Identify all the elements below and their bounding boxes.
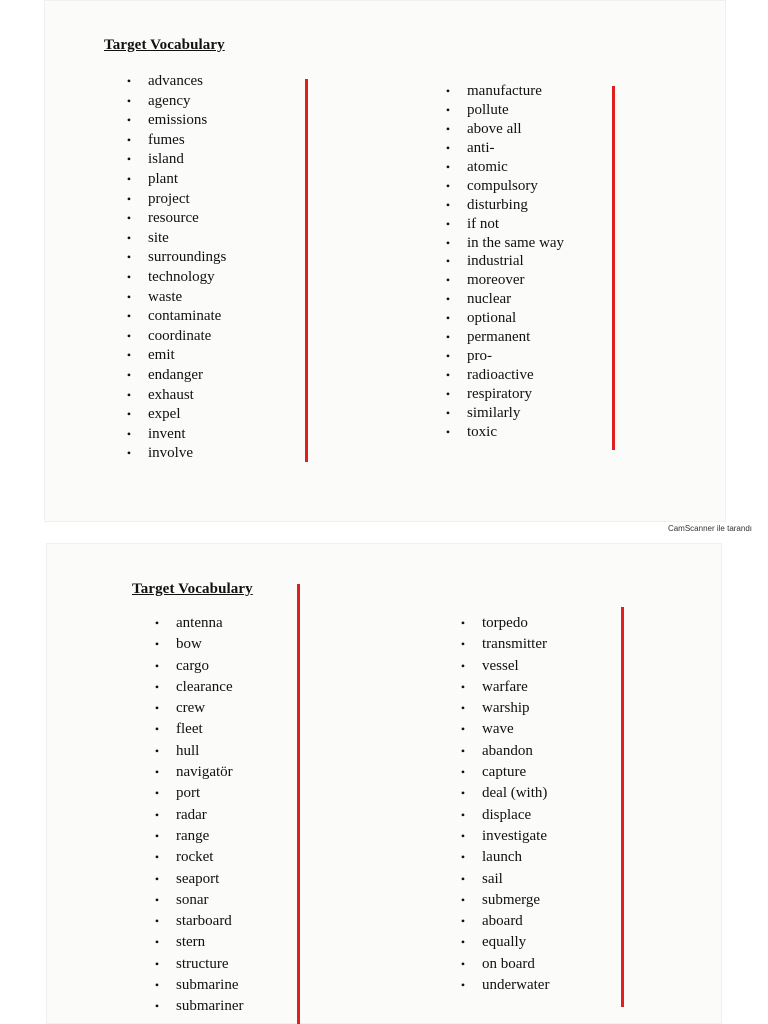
vocab-item [124,229,226,249]
bullet-icon: • [126,387,132,402]
bullet-icon: • [126,152,132,167]
vocab-item [458,741,549,762]
vocab-item [443,385,564,404]
red-divider-line [297,584,300,1024]
bullet-icon: • [154,871,160,886]
bullet-icon: • [460,765,466,780]
bullet-icon: • [126,191,132,206]
vocab-item [124,288,226,308]
vocab-word: contaminate [148,308,222,325]
vocab-word: port [176,785,201,802]
vocab-item [152,847,243,868]
vocab-item [458,890,549,911]
vocab-word: equally [482,934,527,951]
vocab-item [124,307,226,327]
vocab-item [443,158,564,177]
bullet-icon: • [154,807,160,822]
vocab-item [458,634,549,655]
bullet-icon: • [126,269,132,284]
red-divider-line [612,86,615,450]
vocab-word: warship [482,700,530,717]
vocab-item [152,869,243,890]
vocab-word: transmitter [482,636,547,653]
bullet-icon: • [154,978,160,993]
vocab-item [124,366,226,386]
bullet-icon: • [445,159,451,174]
bullet-icon: • [126,348,132,363]
vocab-item [458,826,549,847]
vocab-item [152,656,243,677]
bullet-icon: • [445,254,451,269]
bullet-icon: • [126,309,132,324]
vocab-word: bow [176,636,202,653]
vocab-word: atomic [467,158,508,175]
vocab-word: deal (with) [482,785,548,802]
vocab-item [443,196,564,215]
vocab-word: structure [176,955,229,972]
vocab-word: aboard [482,913,523,930]
vocab-word: disturbing [467,196,528,213]
bullet-icon: • [154,658,160,673]
vocab-word: moreover [467,272,525,289]
bullet-icon: • [126,93,132,108]
vocab-item [124,131,226,151]
vocab-word: in the same way [467,234,565,251]
vocab-item [458,975,549,996]
vocab-item [443,215,564,234]
vocab-item [458,805,549,826]
vocab-word: anti- [467,139,495,156]
vocab-item [443,177,564,196]
vocab-word: compulsory [467,177,538,194]
vocab-word: expel [148,406,181,423]
vocab-item [443,139,564,158]
vocab-item [458,869,549,890]
bullet-icon: • [154,786,160,801]
bullet-icon: • [445,178,451,193]
bullet-icon: • [126,74,132,88]
vocab-word: submerge [482,891,541,908]
vocab-word: cargo [176,657,210,674]
bullet-icon: • [460,679,466,694]
vocab-word: coordinate [148,327,212,344]
vocab-item [443,271,564,290]
vocab-item [458,932,549,953]
vocab-word: antenna [176,615,223,631]
bullet-icon: • [126,289,132,304]
bullet-icon: • [154,679,160,694]
bullet-icon: • [460,616,466,630]
vocab-word: island [148,151,184,168]
bullet-icon: • [154,914,160,929]
vocab-word: torpedo [482,615,528,631]
vocab-list-right [458,613,549,996]
vocab-item [124,444,226,464]
bullet-icon: • [126,211,132,226]
vocab-word: optional [467,310,517,327]
page-title: Target Vocabulary [104,37,225,53]
vocab-word: surroundings [148,249,227,266]
bullet-icon: • [154,999,160,1014]
bullet-icon: • [445,197,451,212]
bullet-icon: • [126,132,132,147]
vocab-word: waste [148,288,183,305]
vocab-item [152,677,243,698]
bullet-icon: • [154,616,160,630]
bullet-icon: • [445,121,451,136]
bullet-icon: • [445,330,451,345]
vocabulary-page-2 [46,543,722,1024]
vocab-word: fumes [148,131,185,148]
vocab-item [443,290,564,309]
vocab-word: sonar [176,891,209,908]
bullet-icon: • [445,102,451,117]
scanner-watermark: CamScanner ile tarandı [667,524,752,533]
bullet-icon: • [154,722,160,737]
vocab-item [124,425,226,445]
bullet-icon: • [445,349,451,364]
vocab-word: rocket [176,849,214,866]
vocab-item [124,111,226,131]
vocab-word: agency [148,92,191,109]
vocab-item [458,911,549,932]
vocab-item [152,975,243,996]
vocab-item [124,209,226,229]
bullet-icon: • [154,765,160,780]
bullet-icon: • [154,892,160,907]
vocab-item [124,170,226,190]
bullet-icon: • [154,850,160,865]
vocab-word: emit [148,347,175,364]
vocab-item [443,252,564,271]
vocab-word: if not [467,215,500,232]
red-divider-line [621,607,624,1007]
bullet-icon: • [445,216,451,231]
vocab-item [458,656,549,677]
vocab-word: starboard [176,913,232,930]
vocab-item [458,783,549,804]
vocab-item [443,234,564,253]
vocab-item [152,911,243,932]
vocab-word: capture [482,764,527,781]
vocab-word: sail [482,870,503,887]
vocab-item [443,423,564,442]
vocab-item [443,101,564,120]
bullet-icon: • [445,405,451,420]
bullet-icon: • [460,828,466,843]
bullet-icon: • [460,701,466,716]
bullet-icon: • [126,426,132,441]
vocab-word: pro- [467,348,492,365]
vocab-word: submariner [176,998,244,1015]
vocab-item [443,82,564,101]
vocab-word: radar [176,806,207,823]
vocab-word: radioactive [467,367,534,384]
bullet-icon: • [126,250,132,265]
bullet-icon: • [154,637,160,652]
vocab-list-right [443,82,564,442]
vocabulary-page-1 [44,0,726,522]
vocab-item [458,762,549,783]
bullet-icon: • [460,892,466,907]
bullet-icon: • [445,387,451,401]
vocab-item [458,954,549,975]
bullet-icon: • [154,828,160,843]
vocab-item [458,847,549,868]
bullet-icon: • [445,84,451,98]
vocab-item [152,932,243,953]
vocab-item [124,248,226,268]
vocab-item [152,698,243,719]
vocab-word: wave [482,721,514,738]
bullet-icon: • [445,292,451,307]
bullet-icon: • [126,328,132,343]
vocab-word: underwater [482,977,550,994]
vocab-word: emissions [148,112,208,129]
red-divider-line [305,79,308,462]
bullet-icon: • [460,722,466,737]
bullet-icon: • [445,424,451,439]
vocab-word: exhaust [148,386,194,403]
vocab-word: crew [176,700,206,717]
vocab-item [152,805,243,826]
vocab-item [152,634,243,655]
vocab-word: pollute [467,101,509,118]
bullet-icon: • [460,978,466,993]
bullet-icon: • [460,807,466,822]
bullet-icon: • [460,850,466,865]
bullet-icon: • [460,914,466,929]
vocab-list-left [124,72,226,464]
vocab-word: invent [148,425,186,442]
vocab-word: clearance [176,678,233,695]
vocab-word: plant [148,170,178,187]
vocab-item [124,327,226,347]
vocab-item [124,92,226,112]
bullet-icon: • [445,273,451,288]
bullet-icon: • [154,956,160,971]
vocab-item [458,677,549,698]
vocab-word: hull [176,742,200,759]
vocab-item [124,72,226,92]
vocab-item [443,347,564,366]
page-title: Target Vocabulary [132,581,253,597]
bullet-icon: • [154,701,160,716]
vocab-word: site [148,229,169,246]
vocab-word: vessel [482,657,519,674]
vocab-item [152,890,243,911]
bullet-icon: • [126,230,132,245]
vocab-word: resource [148,210,199,227]
vocab-word: similarly [467,404,521,421]
bullet-icon: • [445,311,451,326]
vocab-word: navigatör [176,764,233,781]
vocab-word: advances [148,73,203,89]
vocab-item [443,120,564,139]
vocab-item [124,346,226,366]
vocab-word: respiratory [467,386,532,402]
bullet-icon: • [460,956,466,971]
vocab-word: endanger [148,366,203,383]
bullet-icon: • [126,407,132,422]
bullet-icon: • [154,935,160,950]
bullet-icon: • [154,743,160,758]
vocab-word: launch [482,849,522,866]
bullet-icon: • [445,235,451,250]
vocab-word: on board [482,955,535,972]
vocab-item [124,190,226,210]
vocab-list-left [152,613,243,1018]
vocab-item [124,405,226,425]
vocab-item [152,826,243,847]
vocab-item [458,613,549,634]
vocab-word: industrial [467,253,524,270]
vocab-word: range [176,827,210,844]
vocab-word: technology [148,268,215,285]
bullet-icon: • [445,368,451,383]
vocab-word: warfare [482,678,528,695]
vocab-word: stern [176,934,206,951]
vocab-item [152,613,243,634]
vocab-item [458,719,549,740]
bullet-icon: • [126,367,132,382]
vocab-word: permanent [467,329,531,346]
bullet-icon: • [126,171,132,186]
bullet-icon: • [445,140,451,155]
vocab-item [124,268,226,288]
vocab-item [152,741,243,762]
vocab-word: involve [148,445,193,462]
vocab-word: investigate [482,827,547,844]
vocab-word: toxic [467,423,497,440]
vocab-word: seaport [176,870,220,887]
vocab-item [152,783,243,804]
vocab-item [443,404,564,423]
vocab-item [124,150,226,170]
vocab-word: above all [467,120,522,137]
vocab-item [124,386,226,406]
vocab-item [443,366,564,385]
vocab-item [152,954,243,975]
vocab-item [152,719,243,740]
bullet-icon: • [126,113,132,128]
vocab-item [458,698,549,719]
vocab-word: submarine [176,977,239,994]
bullet-icon: • [460,637,466,652]
bullet-icon: • [126,446,132,461]
vocab-word: displace [482,806,532,823]
bullet-icon: • [460,935,466,950]
vocab-word: manufacture [467,83,542,99]
bullet-icon: • [460,871,466,886]
vocab-item [443,328,564,347]
vocab-item [152,996,243,1017]
vocab-word: project [148,190,190,207]
bullet-icon: • [460,743,466,758]
vocab-item [443,309,564,328]
vocab-item [152,762,243,783]
vocab-word: fleet [176,721,203,738]
vocab-word: nuclear [467,291,512,308]
vocab-word: abandon [482,742,533,759]
bullet-icon: • [460,658,466,673]
bullet-icon: • [460,786,466,801]
